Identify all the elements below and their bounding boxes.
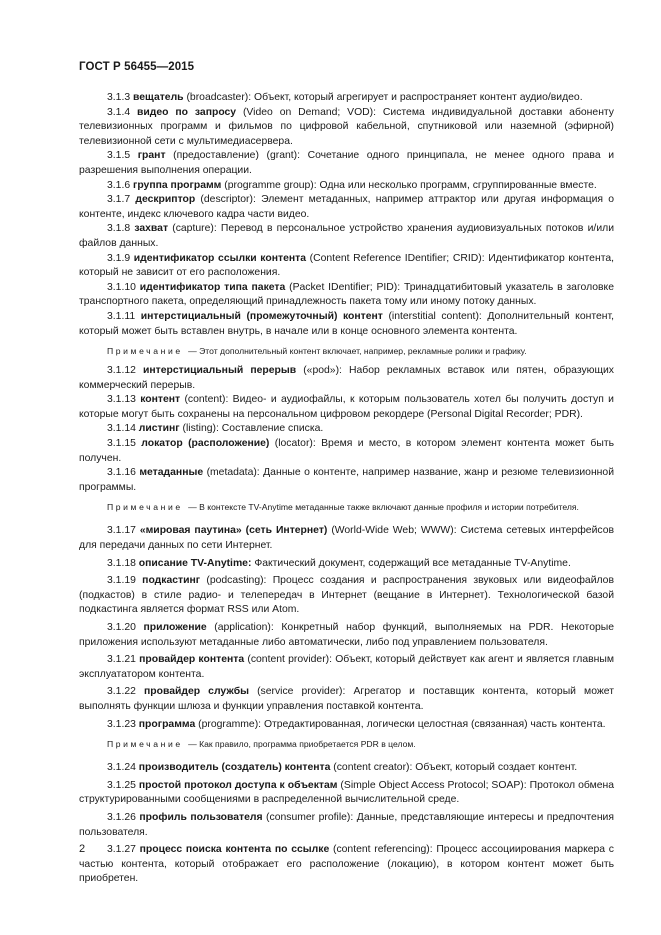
note: Примечание — Как правило, программа приобретается PDR в целом. — [107, 739, 416, 750]
page-number: 2 — [79, 843, 86, 855]
definition-term: грант — [137, 150, 166, 162]
definition-term: интерстициальный (промежуточный) контент — [140, 310, 383, 322]
definition-entry: 3.1.11 интерстициальный (промежуточный) контент (interstitial content): Дополнительный контент, который может быть вставлен внутрь, в начале или в конце основного элемента контента. — [79, 310, 615, 337]
definition-term: провайдер службы — [143, 686, 249, 698]
definition-term: идентификатор ссылки контента — [133, 252, 307, 264]
definition-term: идентификатор типа пакета — [139, 281, 286, 293]
definition-term: захват — [134, 223, 169, 235]
definition-term: контент — [140, 394, 181, 406]
definition-entry: 3.1.26 профиль пользователя (consumer profile): Данные, представляющие интересы и предпочтения пользователя. — [79, 811, 614, 838]
definition-entry: 3.1.17 «мировая паутина» (сеть Интернет) (World-Wide Web; WWW): Система сетевых интерфейсов для передачи данных по сети Интернет. — [79, 525, 614, 552]
note: Примечание — Этот дополнительный контент включает, например, рекламные ролики и графику. — [107, 346, 527, 357]
document-body — [79, 91, 614, 887]
definition-term: производитель (создатель) контента — [138, 762, 331, 774]
note-label: Примечание — [107, 346, 183, 357]
document-header: ГОСТ Р 56455—2015 — [79, 61, 195, 73]
note-label: Примечание — [107, 502, 183, 513]
definition-term: программа — [138, 718, 196, 730]
definition-term: «мировая паутина» (сеть Интернет) — [139, 525, 328, 537]
definition-entry: 3.1.19 подкастинг (podcasting): Процесс создания и распространения звуковых или видеофайлов (подкастов) в стиле радио- и телепередач в Интернет (вещание в Интернет). Технологической базой подкастинга является формат RSS или Atom. — [79, 575, 614, 616]
definition-entry: 3.1.20 приложение (application): Конкретный набор функций, выполняемых на PDR. Некоторые приложения используют метаданные либо автоматически, либо под управлением пользователя. — [79, 622, 615, 648]
definition-term: процесс поиска контента по ссылке — [139, 844, 330, 856]
note-text: Как правило, программа приобретается PDR в целом. — [199, 739, 416, 750]
definition-term: листинг — [138, 423, 180, 435]
definition-entry: 3.1.24 производитель (создатель) контента (content creator): Объект, который создает контент. — [107, 762, 578, 774]
definition-entry: 3.1.21 провайдер контента (content provider): Объект, который действует как агент и является главным эксплуататором контента. — [79, 654, 614, 680]
definition-term: описание TV-Anytime: — [138, 557, 252, 569]
definition-term: профиль пользователя — [139, 811, 263, 823]
definition-entry: 3.1.8 захват (capture): Перевод в персональное устройство хранения аудиовизуальных потоков и/или файлов данных. — [79, 223, 614, 249]
definition-term: приложение — [143, 622, 207, 633]
note-label: Примечание — [107, 739, 183, 750]
definition-term: провайдер контента — [139, 654, 245, 666]
definition-entry: 3.1.6 группа программ (programme group): Одна или несколько программ, сгруппированные вместе. — [107, 179, 597, 191]
definition-entry: 3.1.23 программа (programme): Отредактированная, логически целостная (связанная) часть контента. — [107, 718, 606, 730]
note-text: Этот дополнительный контент включает, например, рекламные ролики и графику. — [199, 346, 527, 357]
note: Примечание — В контексте TV-Anytime метаданные также включают данные профиля и истории потребителя. — [107, 502, 579, 513]
definition-entry: 3.1.5 грант (предоставление) (grant): Сочетание одного принципала, не менее одного права и разрешения выполнения операции. — [79, 150, 614, 176]
note-text: В контексте TV-Anytime метаданные также включают данные профиля и истории потребителя. — [199, 502, 579, 513]
definition-term: группа программ — [133, 179, 222, 191]
definition-entry: 3.1.27 процесс поиска контента по ссылке (content referencing): Процесс ассоциирования маркера с частью контента, который отображает его расположение (локацию), в котором контент может быть приобретен. — [79, 844, 615, 885]
definition-entry: 3.1.14 листинг (listing): Составление списка. — [107, 423, 324, 435]
definition-term: видео по запросу — [137, 106, 237, 118]
definition-term: простой протокол доступа к объектам — [138, 779, 338, 791]
definition-entry: 3.1.22 провайдер службы (service provider): Агрегатор и поставщик контента, который может выполнять функции шлюза и функции управления поставкой контента. — [79, 686, 615, 712]
definition-entry: 3.1.13 контент (content): Видео- и аудиофайлы, к которым пользователь хотел бы получить доступ и которые могут быть сохранены на персональном цифровом рекордере (Personal Digital Recorder; PDR). — [79, 394, 614, 420]
definition-entry: 3.1.18 описание TV-Anytime: Фактический документ, содержащий все метаданные TV-Anytime. — [107, 557, 571, 569]
definition-entry: 3.1.25 простой протокол доступа к объектам (Simple Object Access Protocol; SOAP): Протокол обмена структурированными сообщениями в распределенной вычислительной среде. — [79, 779, 615, 806]
definition-term: дескриптор — [135, 194, 196, 206]
definition-entry: 3.1.12 интерстициальный перерыв («pod»): Набор рекламных вставок или пятен, образующих коммерческий перерыв. — [79, 365, 614, 391]
definition-term: локатор (расположение) — [141, 438, 270, 450]
definition-term: интерстициальный перерыв — [143, 365, 297, 377]
definition-term: метаданные — [139, 467, 204, 479]
definition-entry: 3.1.16 метаданные (metadata): Данные о контенте, например название, жанр и резюме телевизионной программы. — [79, 467, 615, 493]
definition-entry: 3.1.3 вещатель (broadcaster): Объект, который агрегирует и распространяет контент аудио/видео. — [107, 92, 583, 103]
definition-entry: 3.1.4 видео по запросу (Video on Demand; VOD): Система индивидуальной доставки абоненту телевизионных программ и фильмов по цифровой кабельной, спутниковой или наземной (эфирной) телевизионной сети с мультимедиасервера. — [79, 106, 614, 147]
definition-entry: 3.1.9 идентификатор ссылки контента (Content Reference IDentifier; CRID): Идентификатор контента, который не зависит от его расположения. — [79, 252, 615, 279]
definition-term: подкастинг — [142, 575, 201, 587]
definition-entry: 3.1.10 идентификатор типа пакета (Packet IDentifier; PID): Тринадцатибитовый указатель в заголовке транспортного пакета, определяющий принадлежность пакета тому или иному потоку данных. — [79, 281, 614, 308]
definition-entry: 3.1.15 локатор (расположение) (locator): Время и место, в котором элемент контента может быть получен. — [79, 438, 615, 464]
definition-entry: 3.1.7 дескриптор (descriptor): Элемент метаданных, например аттрактор или другая информация о контенте, индекс ключевого кадра части видео. — [79, 194, 614, 220]
definition-term: вещатель — [133, 92, 184, 103]
